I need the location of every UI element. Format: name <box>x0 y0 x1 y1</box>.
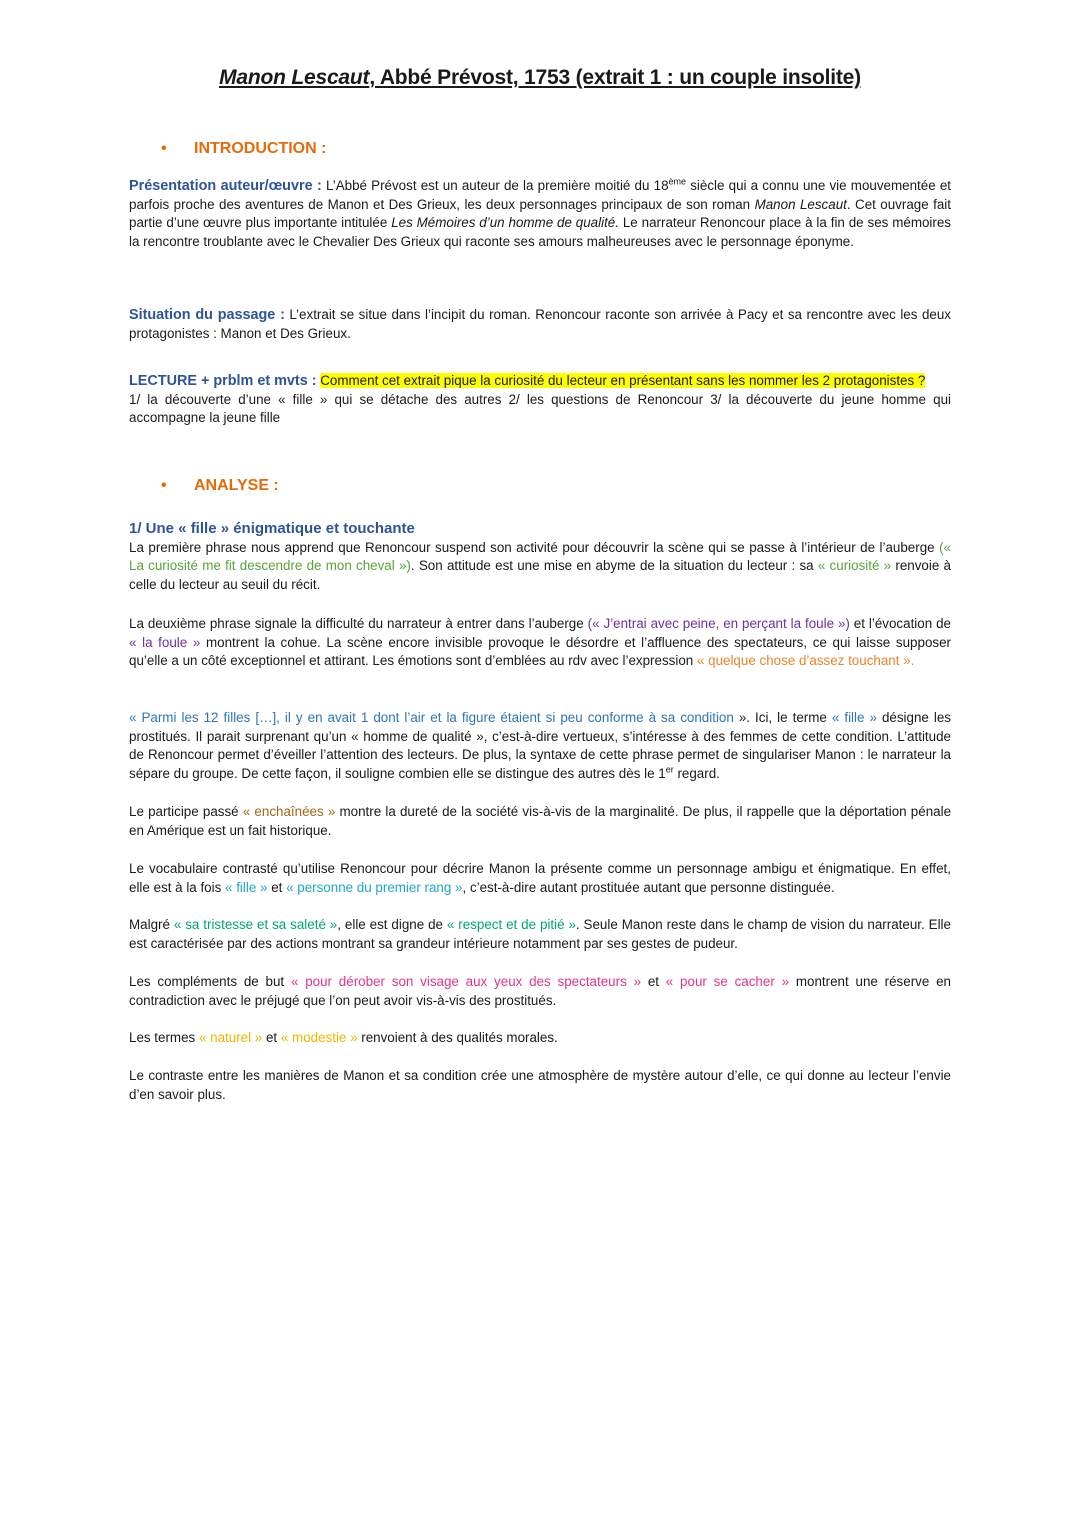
presentation-label: Présentation auteur/œuvre : <box>129 178 322 194</box>
movements-text: 1/ la découverte d’une « fille » qui se détache des autres 2/ les questions de Renoncour 3/ la découverte du jeune homme qui accompagne la jeune fille <box>129 391 951 426</box>
bullet-icon: • <box>161 140 167 157</box>
analysis-paragraph-3: « Parmi les 12 filles […], il y en avait 1 dont l’air et la figure étaient si peu conforme à sa condition ». Ici, le terme « fille » désigne les prostitués. Il parait surprenant qu’un « homme de qualité », c’est-à-dire vertueux, s’intéresse à des femmes de cette condition. L’attitude de Renoncour permet d’éveiller l’attention des lecteurs. De plus, la syntaxe de cette phrase permet de singulariser Manon : le narrateur la sépare du groupe. De cette façon, il souligne combien elle se distingue des autres dès le 1er regard. <box>129 710 951 781</box>
bullet-icon: • <box>161 477 167 494</box>
document-title <box>129 66 951 90</box>
analysis-paragraph-5: Le vocabulaire contrasté qu’utilise Renoncour pour décrire Manon la présente comme un personnage ambigu et énigmatique. En effet, elle est à la fois « fille » et « personne du premier rang », c’est-à-dire autant prostituée autant que personne distinguée. <box>129 861 951 895</box>
analyse-heading: • ANALYSE : <box>161 477 279 494</box>
analysis-paragraph-4: Le participe passé « enchaînées » montre la dureté de la société vis-à-vis de la marginalité. De plus, il rappelle que la déportation pénale en Amérique est un fait historique. <box>129 804 952 838</box>
title-italic: Manon Lescaut <box>219 66 370 89</box>
analysis-paragraph-6: Malgré « sa tristesse et sa saleté », elle est digne de « respect et de pitié ». Seule Manon reste dans le champ de vision du narrateur. Elle est caractérisée par des actions montrant sa grandeur intérieure notamment par ses gestes de pudeur. <box>129 917 951 951</box>
situation-label: Situation du passage : <box>129 307 285 323</box>
analysis-paragraph-8: Les termes « naturel » et « modestie » renvoient à des qualités morales. <box>129 1030 558 1045</box>
presentation-paragraph: Présentation auteur/œuvre : L’Abbé Prévost est un auteur de la première moitié du 18ème siècle qui a connu une vie mouvementée et parfois proche des aventures de Manon et Des Grieux, les deux personnages principaux de son roman Manon Lescaut. Cet ouvrage fait partie d’une œuvre plus importante intitulée Les Mémoires d’un homme de qualité. Le narrateur Renoncour place à la fin de ses mémoires la rencontre troublante avec le Chevalier Des Grieux qui raconte ses amours malheureuses avec le personnage éponyme. <box>129 176 952 249</box>
intro-heading: • INTRODUCTION : <box>161 140 327 157</box>
part1-block: 1/ Une « fille » énigmatique et touchante La première phrase nous apprend que Renoncour suspend son activité pour découvrir la scène qui se passe à l’intérieur de l’auberge (« La curiosité me fit descendre de mon cheval »). Son attitude est une mise en abyme de la situation du lecteur : sa « curiosité » renvoie à celle du lecteur au seuil du récit. <box>129 520 951 592</box>
analysis-paragraph-2: La deuxième phrase signale la difficulté du narrateur à entrer dans l’auberge (« J’entrai avec peine, en perçant la foule ») et l’évocation de « la foule » montrent la cohue. La scène encore invisible provoque le désordre et l’affluence des spectateurs, ce qui laisse supposer qu’elle a un côté exceptionnel et attirant. Les émotions sont d’emblées au rdv avec l’expression « quelque chose d’assez touchant ». <box>129 616 951 669</box>
problematique-highlight: Comment cet extrait pique la curiosité du lecteur en présentant sans les nommer les 2 protagonistes ? <box>320 373 926 388</box>
lecture-label: LECTURE + prblm et mvts : <box>129 373 317 389</box>
analysis-paragraph-7: Les compléments de but « pour dérober son visage aux yeux des spectateurs » et « pour se cacher » montrent une réserve en contradiction avec le préjugé que l’on peut avoir vis-à-vis des prostitués. <box>129 974 951 1008</box>
title-rest: , Abbé Prévost, 1753 (extrait 1 : un couple insolite) <box>369 66 861 89</box>
part1-heading: 1/ Une « fille » énigmatique et touchante <box>129 520 415 537</box>
situation-paragraph: Situation du passage : L’extrait se situe dans l’incipit du roman. Renoncour raconte son arrivée à Pacy et sa rencontre avec les deux protagonistes : Manon et Des Grieux. <box>129 307 951 341</box>
lecture-paragraph <box>129 372 951 428</box>
analysis-paragraph-9: Le contraste entre les manières de Manon et sa condition crée une atmosphère de mystère autour d’elle, ce qui donne au lecteur l’envie d’en savoir plus. <box>129 1068 951 1102</box>
